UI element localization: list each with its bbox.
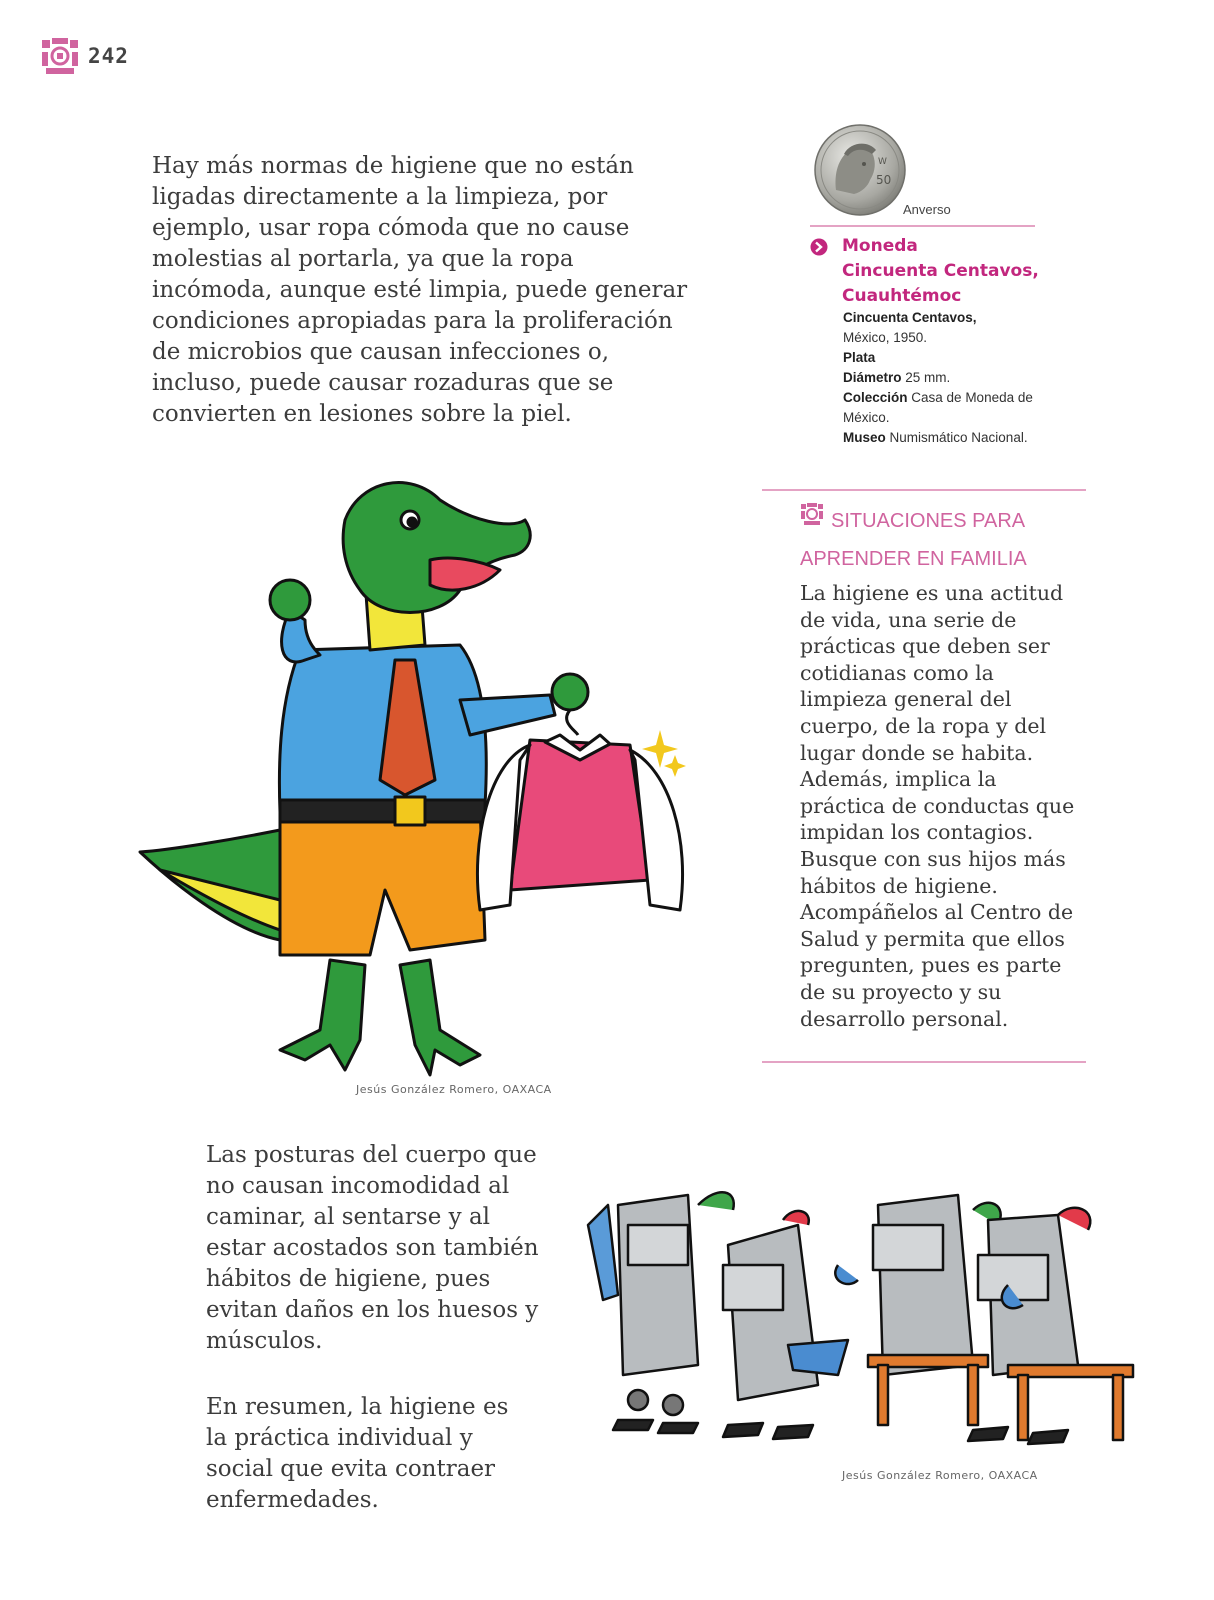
pink-glyph-icon	[40, 38, 80, 76]
divider	[810, 225, 1035, 227]
coin-material: Plata	[843, 350, 876, 365]
svg-text:50: 50	[876, 173, 892, 187]
coin-side-label: Anverso	[903, 202, 951, 217]
coin-diameter: 25 mm.	[905, 370, 951, 385]
intro-paragraph: Hay más normas de higiene que no están ligadas directamente a la limpieza, por ejemplo, usar ropa cómoda que no cause molestias al portarla, ya que la ropa incómoda, aunque esté limpia, puede generar condiciones apropiadas para la proliferación de microbios que causan infecciones o, incluso, puede causar rozaduras que se convierten en lesiones sobre la piel.	[152, 153, 688, 427]
divider	[762, 489, 1086, 491]
coin-origin: México, 1950.	[843, 330, 928, 345]
knights-illustration	[578, 1165, 1138, 1465]
coin-collection: Casa de Moneda de México.	[843, 390, 1033, 425]
coin-details: Cincuenta Centavos, México, 1950. Plata Diámetro 25 mm. Colección Casa de Moneda de México. Museo Numismático Nacional.	[843, 308, 1053, 448]
coin-name: Cincuenta Centavos,	[843, 310, 977, 325]
divider	[762, 1061, 1086, 1063]
coin-image	[814, 124, 906, 216]
illustration-credit: Jesús González Romero, OAXACA	[842, 1469, 1038, 1482]
coin-title: Moneda Cincuenta Centavos, Cuauhtémoc	[842, 236, 1039, 306]
summary-paragraph: En resumen, la higiene es la práctica individual y social que evita contraer enfermedades.	[206, 1394, 509, 1513]
chevron-right-icon	[810, 238, 828, 256]
svg-text:W: W	[878, 157, 887, 167]
postures-paragraph: Las posturas del cuerpo que no causan incomodidad al caminar, al sentarse y al estar acostados son también hábitos de higiene, pues evitan daños en los huesos y músculos.	[206, 1142, 539, 1354]
illustration-credit: Jesús González Romero, OAXACA	[356, 1083, 552, 1096]
family-section-title: SITUACIONES PARA APRENDER EN FAMILIA	[800, 510, 1027, 570]
page-number: 242	[88, 44, 129, 68]
coin-museum: Numismático Nacional.	[889, 430, 1028, 445]
family-section-text: La higiene es una actitud de vida, una serie de prácticas que deben ser cotidianas como la limpieza general del cuerpo, de la ropa y del lugar donde se habita. Además, implica la práctica de conductas que impidan los contagios. Busque con sus hijos más hábitos de higiene. Acompáñelos al Centro de Salud y permita que ellos pregunten, pues es parte de su proyecto y su desarrollo personal.	[800, 581, 1075, 1031]
crocodile-illustration	[130, 460, 730, 1100]
